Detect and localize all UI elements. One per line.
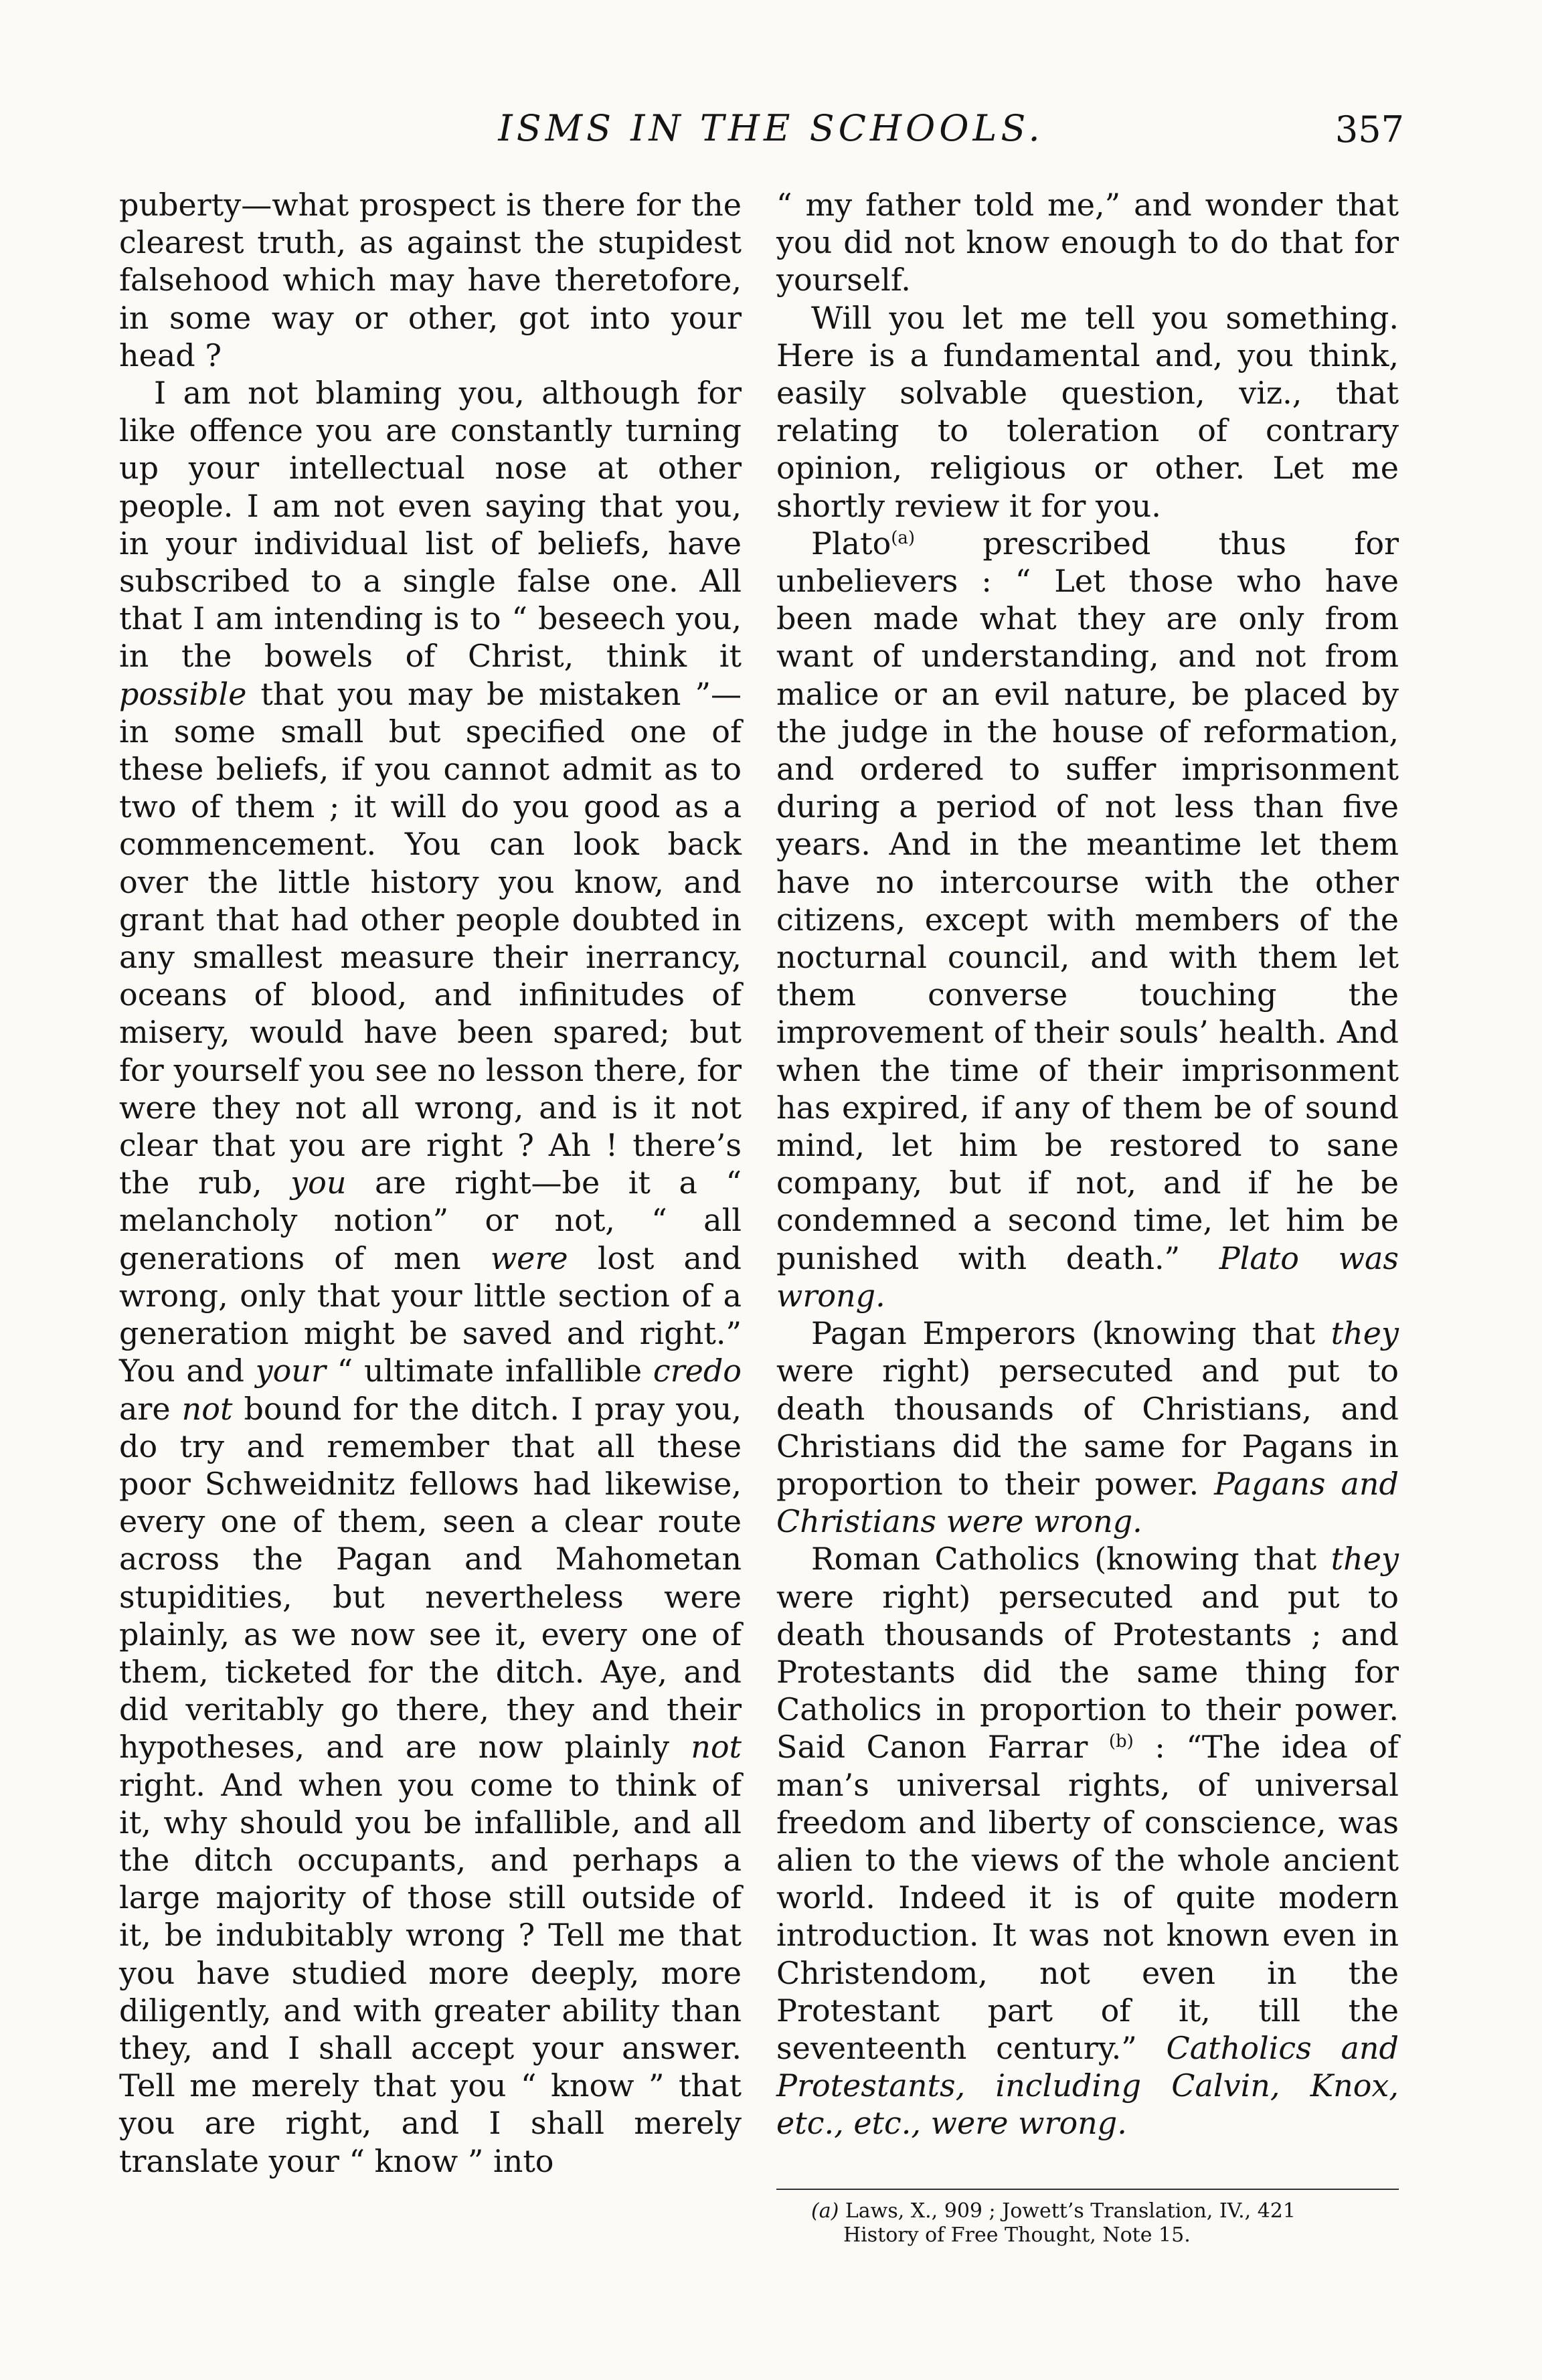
- text-run: were right) persecuted and put to death thousands of Protestants ; and Protestants did the same thing for Catholics in proportion to their power. Said Canon Farrar: [776, 1578, 1399, 1766]
- paragraph: Will you let me tell you something. Here is a fundamental and, you think, easily solvable question, viz., that relating to toleration of contrary opinion, religious or other. Let me shortly review it for you.: [776, 299, 1399, 524]
- text-run: that you may be mistaken ”—in some small but specified one of these beliefs, if you cannot admit as to two of them ; it will do you good as a commencement. You can look back over the little history you know, and grant that had other people doubted in any smallest measure their inerrancy, oceans of blood, and infinitudes of misery, would have been spared; but for yourself you see no lesson there, for were they not all wrong, and is it not clear that you are right ? Ah ! there’s the rub,: [119, 675, 742, 1201]
- page-number: 357: [1335, 108, 1404, 151]
- text-run: “ ultimate infallible: [325, 1353, 653, 1389]
- emphasis: your: [255, 1353, 326, 1389]
- text-run: : “The idea of man’s universal rights, of universal freedom and liberty of conscience, was alien to the views of the whole ancient world. Indeed it is of quite modern introduction. It was not known even in Christendom, not even in the Protestant part of it, till the seventeenth century.”: [776, 1729, 1399, 2066]
- paragraph: [119, 374, 742, 2180]
- footnote-ref-b: (b): [1108, 1731, 1134, 1752]
- emphasis: Catholics and Protestants, including Calvin, Knox, etc., etc., were wrong.: [776, 2029, 1399, 2142]
- emphasis: were: [490, 1240, 568, 1276]
- emphasis: credo: [653, 1353, 742, 1389]
- emphasis: you: [290, 1165, 347, 1201]
- emphasis: they: [1331, 1315, 1399, 1352]
- text-run: prescribed thus for unbelievers : “ Let those who have been made what they are only from want of understanding, and not from malice or an evil nature, be placed by the judge in the house of reformation, and ordered to suffer imprisonment during a period of not less than five years. And in the meantime let them have no intercourse with the other citizens, except with members of the nocturnal council, and with them let them converse touching the improvement of their souls’ health. And when the time of their imprisonment has expired, if any of them be of sound mind, let him be restored to sane company, but if not, and if he be condemned a second time, let him be punished with death.”: [776, 525, 1399, 1276]
- text-run: Pagan Emperors (knowing that: [811, 1315, 1331, 1352]
- text-run: bound for the ditch. I pray you, do try and remember that all these poor Schweidnitz fellows had likewise, every one of them, seen a clear route across the Pagan and Mahometan stupidities, but nevertheless were plainly, as we now see it, every one of them, ticketed for the ditch. Aye, and did veritably go there, they and their hypotheses, and are now plainly: [119, 1390, 742, 1766]
- right-column: [776, 186, 1399, 2142]
- text-run: right. And when you come to think of it, why should you be infallible, and all the ditch occupants, and perhaps a large majority of those still outside of it, be indubitably wrong ? Tell me that you have studied more deeply, more diligently, and with greater ability than they, and I shall accept your answer. Tell me merely that you “ know ” that you are right, and I shall merely translate your “ know ” into: [119, 1766, 742, 2179]
- footnotes: [776, 2189, 1399, 2247]
- emphasis: not: [691, 1729, 742, 1766]
- paragraph: [776, 1314, 1399, 1540]
- text-run: lost and wrong, only that your little section of a generation might be saved and right.” You and: [119, 1240, 742, 1389]
- text-run: I am not blaming you, although for like offence you are constantly turning up your intellectual nose at other people. I am not even saying that you, in your individual list of beliefs, have subscribed to a single false one. All that I am intending is to “ beseech you, in the bowels of Christ, think it: [119, 375, 742, 675]
- footnote-mark: (a): [811, 2199, 839, 2223]
- emphasis: they: [1331, 1541, 1399, 1578]
- paragraph: [776, 1540, 1399, 2142]
- emphasis: not: [181, 1390, 233, 1427]
- paragraph-continued: “ my father told me,” and wonder that you did not know enough to do that for yourself.: [776, 187, 1399, 299]
- text-run: Roman Catholics (knowing that: [811, 1541, 1331, 1578]
- paragraph-continued: puberty—what prospect is there for the clearest truth, as against the stupidest falsehood which may have theretofore, in some way or other, got into your head ?: [119, 187, 742, 373]
- footnote-b: History of Free Thought, Note 15.: [843, 2223, 1191, 2247]
- text-run: were right) persecuted and put to death thousands of Christians, and Christians did the same for Pagans in proportion to their power.: [776, 1353, 1399, 1502]
- footnote-text: Laws, X., 909 ; Jowett’s Translation, IV., 421: [839, 2199, 1296, 2223]
- emphasis: possible: [119, 675, 247, 712]
- text-run: Plato: [811, 525, 891, 562]
- emphasis: Pagans and Christians were wrong.: [776, 1465, 1399, 1540]
- running-title: ISMS IN THE SCHOOLS.: [498, 107, 1044, 149]
- paragraph: [776, 525, 1399, 1314]
- footnote-ref-a: (a): [891, 527, 916, 548]
- footnote-a: [811, 2199, 1399, 2223]
- text-run: are right—be it a “ melancholy notion” or not, “ all generations of men: [119, 1165, 742, 1276]
- text-run: are: [119, 1390, 182, 1427]
- left-column: [119, 186, 742, 2180]
- emphasis: Plato was wrong.: [776, 1240, 1399, 1314]
